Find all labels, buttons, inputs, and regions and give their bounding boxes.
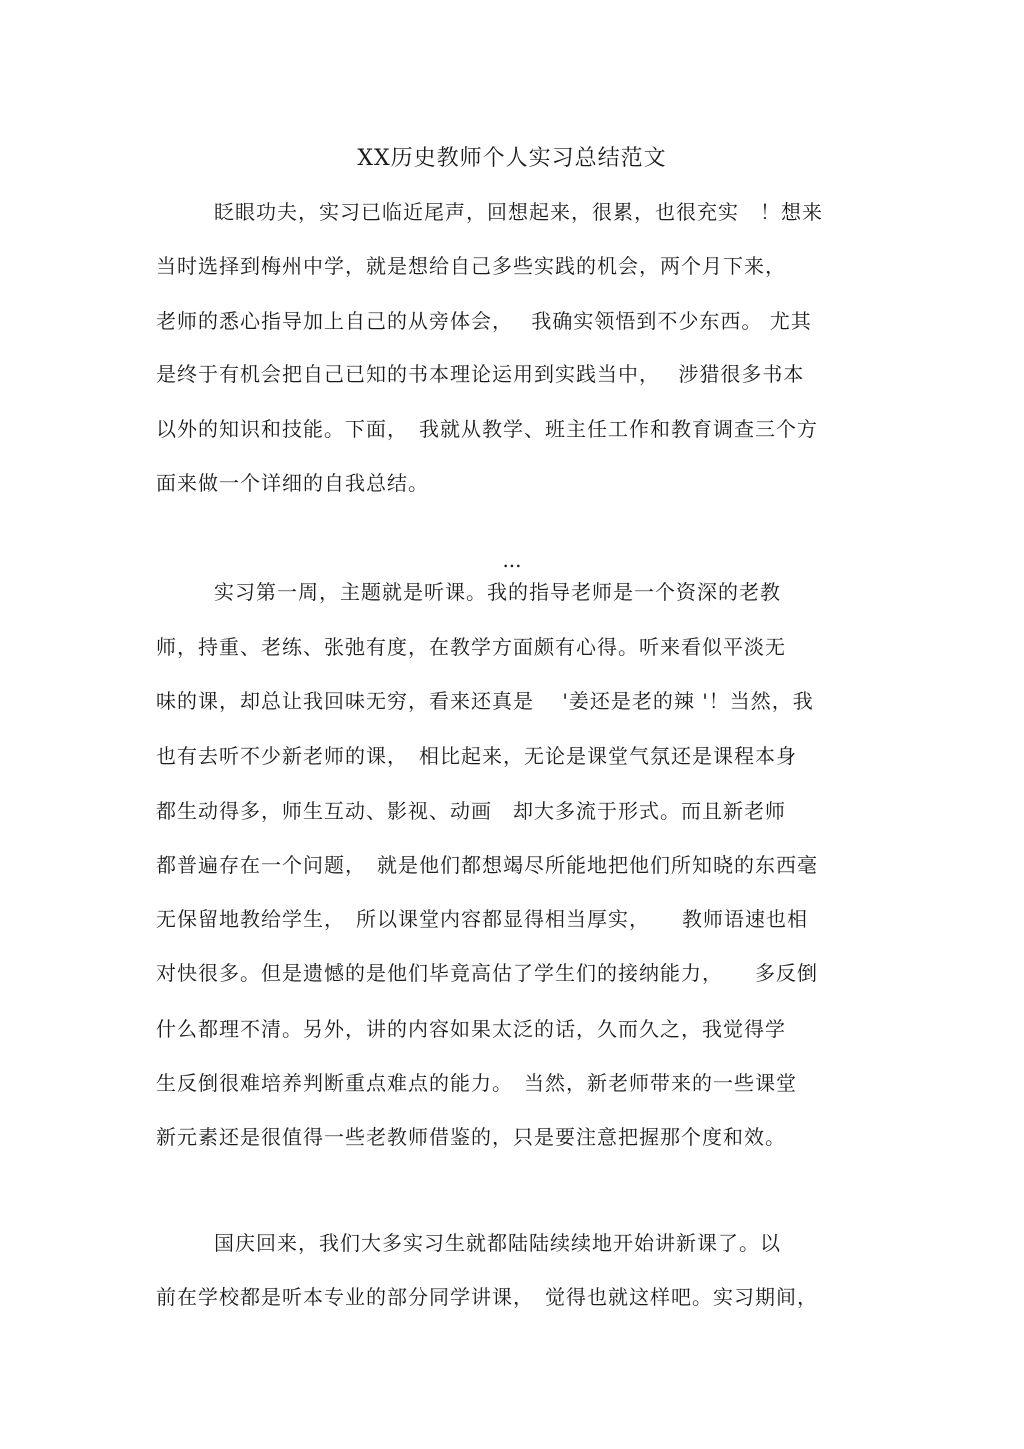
paragraph-1-line-5: 以外的知识和技能。下面， 我就从教学、班主任工作和教育调查三个方 (156, 417, 818, 441)
paragraph-2-line-2: 师，持重、老练、张弛有度，在教学方面颇有心得。听来看似平淡无 (156, 635, 786, 659)
paragraph-1-line-4: 是终于有机会把自己已知的书本理论运用到实践当中， 涉猎很多书本 (156, 362, 805, 386)
paragraph-2-line-4: 也有去听不少新老师的课， 相比起来，无论是课堂气氛还是课程本身 (156, 744, 797, 768)
paragraph-1-line-1: 眨眼功夫，实习已临近尾声，回想起来，很累，也很充实 ！想来 (214, 200, 823, 224)
document-title: XX历史教师个人实习总结范文 (357, 146, 667, 171)
paragraph-2-line-8: 对快很多。但是遗憾的是他们毕竟高估了学生们的接纳能力， 多反倒 (156, 961, 818, 985)
paragraph-2-line-11: 新元素还是很值得一些老教师借鉴的，只是要注意把握那个度和效。 (156, 1125, 786, 1149)
paragraph-1-line-6: 面来做一个详细的自我总结。 (156, 471, 429, 495)
paragraph-2-line-1: 实习第一周，主题就是听课。我的指导老师是一个资深的老教 (214, 580, 781, 604)
paragraph-2-line-7: 无保留地教给学生， 所以课堂内容都显得相当厚实， 教师语速也相 (156, 907, 808, 931)
paragraph-3-line-2: 前在学校都是听本专业的部分同学讲课， 觉得也就这样吧。实习期间， (156, 1285, 818, 1309)
paragraph-2-line-3: 味的课，却总让我回味无穷，看来还真是 '姜还是老的辣 '！当然，我 (156, 689, 814, 713)
paragraph-2-line-5: 都生动得多，师生互动、影视、动画 却大多流于形式。而且新老师 (156, 799, 786, 823)
section-separator: ... (502, 548, 522, 572)
paragraph-1-line-3: 老师的悉心指导加上自己的从旁体会， 我确实领悟到不少东西。 尤其 (156, 309, 812, 333)
paragraph-2-line-6: 都普遍存在一个问题， 就是他们都想竭尽所能地把他们所知晓的东西毫 (156, 853, 818, 877)
paragraph-2-line-10: 生反倒很难培养判断重点难点的能力。 当然，新老师带来的一些课堂 (156, 1071, 797, 1095)
paragraph-1-line-2: 当时选择到梅州中学，就是想给自己多些实践的机会，两个月下来， (156, 254, 786, 278)
paragraph-3-line-1: 国庆回来，我们大多实习生就都陆陆续续地开始讲新课了。以 (214, 1231, 781, 1255)
paragraph-2-line-9: 什么都理不清。另外，讲的内容如果太泛的话，久而久之，我觉得学 (156, 1017, 786, 1041)
